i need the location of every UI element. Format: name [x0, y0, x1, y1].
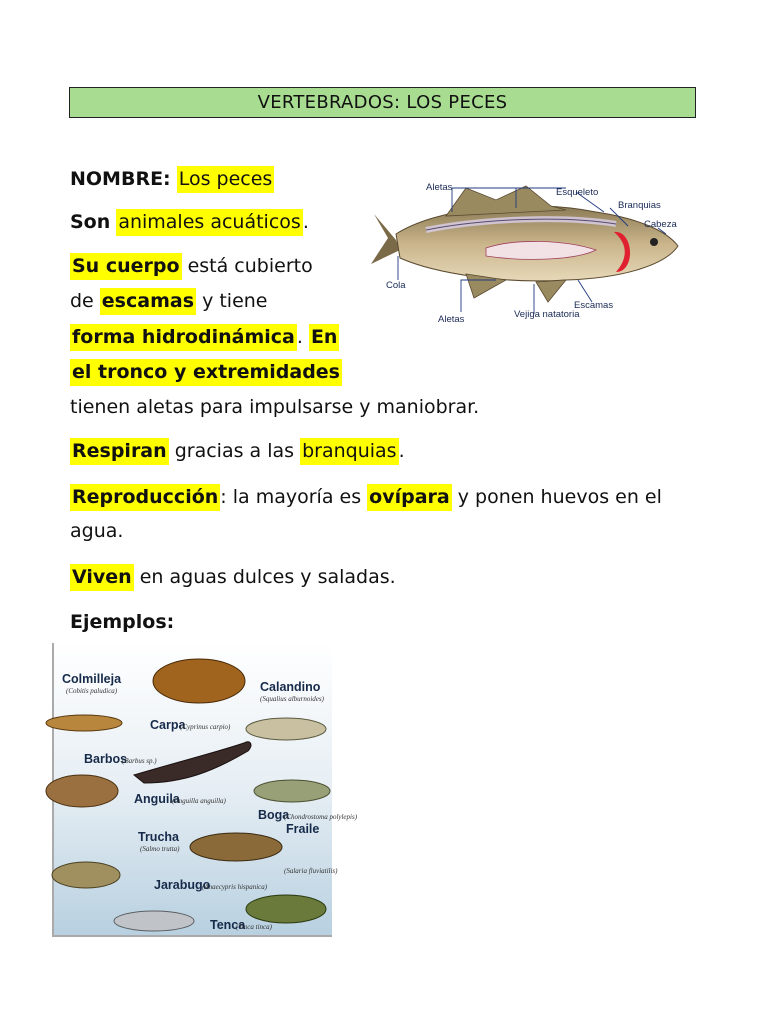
son-word: Son [70, 211, 111, 233]
fish-name-tenca: Tenca [210, 918, 246, 932]
cuerpo-dot: . [296, 326, 303, 348]
fish-name-calandino: Calandino [260, 680, 321, 694]
fish-name-anguila: Anguila [134, 792, 180, 806]
viven-line [70, 564, 396, 590]
label-aletas-bottom: Aletas [438, 314, 465, 325]
branquias-highlight: branquias [300, 438, 398, 465]
reproduccion-colon: : [220, 486, 227, 508]
son-value: animales acuáticos [116, 209, 303, 236]
fish-sci-carpa: (Cyprinus carpio) [180, 723, 231, 731]
fish-sci-colmilleja: (Cobitis paludica) [66, 687, 118, 695]
escamas-highlight: escamas [100, 288, 196, 315]
fish-name-fraile: Fraile [286, 822, 320, 836]
viven-text: en aguas dulces y saladas. [139, 566, 396, 588]
fish-sci-tenca: (Tinca tinca) [236, 923, 272, 931]
cuerpo-text-2: y tiene [202, 290, 268, 312]
tronco-highlight: el tronco y extremidades [70, 359, 342, 386]
fish-sci-calandino: (Squalius alburnoides) [260, 695, 324, 703]
fish-name-barbos: Barbos [84, 752, 128, 766]
reproduccion-agua: agua. [70, 520, 124, 542]
cuerpo-line-4 [70, 359, 342, 385]
en-highlight: En [309, 324, 340, 351]
fish-name-carpa: Carpa [150, 718, 186, 732]
fish-sci-barbos: (Barbus sp.) [122, 757, 157, 765]
son-line [70, 209, 309, 235]
fish-name-colmilleja: Colmilleja [62, 672, 122, 686]
fish-examples-image [52, 643, 358, 937]
cuerpo-line-5 [70, 394, 479, 420]
respiran-highlight: Respiran [70, 438, 169, 465]
cuerpo-text-1: está cubierto [187, 255, 313, 277]
label-esqueleto: Esqueleto [556, 187, 599, 198]
cuerpo-highlight: Su cuerpo [70, 253, 182, 280]
fish-name-jarabugo: Jarabugo [154, 878, 211, 892]
cuerpo-line-2 [70, 288, 268, 314]
respiran-text: gracias a las [174, 440, 295, 462]
cuerpo-text-5: tienen aletas para impulsarse y maniobrar. [70, 396, 480, 418]
nombre-label: NOMBRE: [70, 168, 171, 190]
son-end: . [302, 211, 309, 233]
label-cola: Cola [386, 280, 406, 291]
fish-sci-anguila: (Anguilla anguilla) [172, 797, 226, 805]
fish-sci-fraile: (Salaria fluviatilis) [284, 867, 338, 875]
cuerpo-de: de [70, 290, 94, 312]
reproduccion-text-end: y ponen huevos en el [457, 486, 662, 508]
label-vejiga: Vejiga natatoria [514, 309, 580, 320]
fish-sci-boga: (Chondrostoma polylepis) [284, 813, 358, 821]
label-aletas-top: Aletas [426, 182, 453, 193]
nombre-value: Los peces [177, 166, 275, 193]
nombre-line [70, 166, 274, 192]
reproduccion-highlight: Reproducción [70, 484, 220, 511]
forma-highlight: forma hidrodinámica [70, 324, 297, 351]
fish-name-boga: Boga [258, 808, 290, 822]
respiran-line [70, 438, 405, 464]
fish-sci-trucha: (Salmo trutta) [140, 845, 180, 853]
label-cabeza: Cabeza [644, 219, 677, 230]
fish-anatomy-diagram [366, 168, 690, 330]
ovipara-highlight: ovípara [367, 484, 452, 511]
label-escamas: Escamas [574, 300, 614, 311]
label-branquias: Branquias [618, 200, 661, 211]
page-title: VERTEBRADOS: LOS PECES [69, 87, 696, 118]
cuerpo-line-1 [70, 253, 313, 279]
ejemplos-heading: Ejemplos: [70, 611, 175, 633]
cuerpo-line-3 [70, 324, 339, 350]
reproduccion-line-2 [70, 518, 123, 544]
fish-name-trucha: Trucha [138, 830, 179, 844]
fish-sci-jarabugo: (Anaecypris hispanica) [202, 883, 268, 891]
reproduccion-text: la mayoría es [232, 486, 362, 508]
viven-highlight: Viven [70, 564, 134, 591]
respiran-end: . [398, 440, 405, 462]
reproduccion-line-1 [70, 484, 662, 510]
